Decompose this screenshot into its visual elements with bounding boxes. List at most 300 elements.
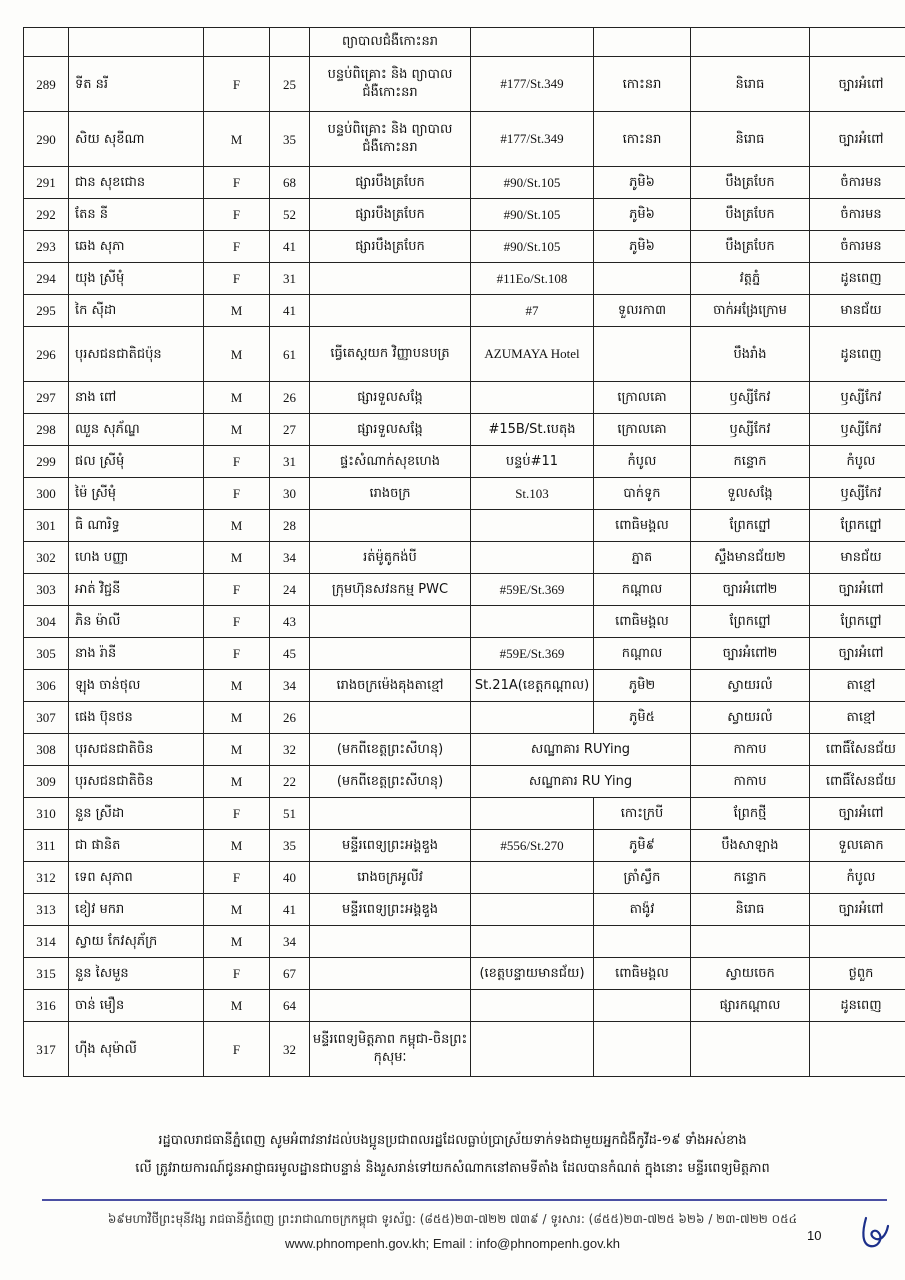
workplace-cell: បន្ទប់ពិគ្រោះ និង ព្យាបាលជំងឺកោះនរា: [310, 112, 471, 167]
name-cell: ម៉ៃ ស្រីមុំ: [69, 478, 204, 510]
address-cell: [471, 798, 594, 830]
address-cell: #11Eo/St.108: [471, 263, 594, 295]
footnote-line-1: រដ្ឋបាលរាជធានីភ្នំពេញ សូមអំពាវនាវដល់បងប្អូនប្រជាពលរដ្ឋដែលធ្លាប់ប្រាស្រ័យទាក់ទងជាមួយអ្នកជំងឺកូវីដ-១៩ ទាំងអស់ខាង: [158, 1133, 747, 1148]
name-cell: ជា ផានិត: [69, 830, 204, 862]
sex-cell: M: [204, 510, 270, 542]
sex-cell: F: [204, 862, 270, 894]
table-row: [24, 446, 905, 478]
khan-cell: ថ្ងពួក: [810, 958, 905, 990]
village-cell: ភូមិ៦: [594, 231, 691, 263]
age-cell: 32: [270, 734, 310, 766]
address-cell: #59E/St.369: [471, 574, 594, 606]
age-cell: 28: [270, 510, 310, 542]
sex-cell: F: [204, 574, 270, 606]
footer-address: ៦៩មហាវិថីព្រះមុនីវង្ស រាជធានីភ្នំពេញ ព្រះរាជាណាចក្រកម្ពុជា ទូរស័ព្ទ: (៨៥៥)២៣-៧២២ ៧៣៩ / ទូរសារ: (៨៥៥)២៣-៧២៥ ៦២៦ / ២៣-៧២២ ០៥៤: [107, 1212, 798, 1226]
table-row: [24, 510, 905, 542]
name-cell: ធិ ណារិទ្ធ: [69, 510, 204, 542]
village-cell: ក្រោលគោ: [594, 382, 691, 414]
table-row: [24, 112, 905, 167]
sangkat-cell: [691, 1022, 810, 1077]
age-cell: 24: [270, 574, 310, 606]
workplace-cell: ផ្ទះសំណាក់សុខហេង: [310, 446, 471, 478]
row-number-cell: 291: [24, 167, 69, 199]
workplace-cell: ផ្សារបឹងត្របែក: [310, 199, 471, 231]
table-row: [24, 670, 905, 702]
name-cell: អាត់ វិជ្ជនី: [69, 574, 204, 606]
name-cell: ទីត នរី: [69, 57, 204, 112]
name-cell: ភិន ម៉ាលី: [69, 606, 204, 638]
row-number-cell: 302: [24, 542, 69, 574]
workplace-cell: [310, 702, 471, 734]
workplace-cell: រោងចក្រ: [310, 478, 471, 510]
name-cell: នាង រ៉ានី: [69, 638, 204, 670]
footer-contact: www.phnompenh.gov.kh; Email : info@phnompenh.gov.kh: [284, 1236, 621, 1251]
sex-cell: M: [204, 670, 270, 702]
workplace-cell: [310, 510, 471, 542]
table-row: [24, 295, 905, 327]
address-cell: [471, 702, 594, 734]
name-cell: បុរសជនជាតិចិន: [69, 766, 204, 798]
row-number-cell: 303: [24, 574, 69, 606]
address-cell: #556/St.270: [471, 830, 594, 862]
table-row: [24, 542, 905, 574]
name-cell: ហ៊ីង សុម៉ាលី: [69, 1022, 204, 1077]
sex-cell: M: [204, 990, 270, 1022]
khan-cell: តាខ្មៅ: [810, 670, 905, 702]
sex-cell: F: [204, 958, 270, 990]
row-number-cell: 311: [24, 830, 69, 862]
row-number-cell: 316: [24, 990, 69, 1022]
sex-cell: M: [204, 382, 270, 414]
cases-table: [23, 27, 905, 1077]
village-cell: កោះនរា: [594, 57, 691, 112]
khan-cell: ចំការមន: [810, 231, 905, 263]
table-row: [24, 231, 905, 263]
khan-cell: មានជ័យ: [810, 295, 905, 327]
workplace-cell: បន្ទប់ពិគ្រោះ និង ព្យាបាលជំងឺកោះនរា: [310, 57, 471, 112]
khan-cell: កំបូល: [810, 862, 905, 894]
village-cell: ភូមិ៥: [594, 702, 691, 734]
address-cell: #15B/St.បេតុង: [471, 414, 594, 446]
table-row: [24, 167, 905, 199]
table-row: [24, 1022, 905, 1077]
sex-cell: F: [204, 478, 270, 510]
workplace-cell: (មកពីខេត្តព្រះសីហនុ): [310, 734, 471, 766]
table-row: [24, 57, 905, 112]
workplace-cell: [310, 926, 471, 958]
khan-cell: ច្បារអំពៅ: [810, 798, 905, 830]
sangkat-cell: ព្រែកព្នៅ: [691, 510, 810, 542]
age-cell: 34: [270, 542, 310, 574]
workplace-cell: រោងចក្រអូលីវ: [310, 862, 471, 894]
workplace-cell: (មកពីខេត្តព្រះសីហនុ): [310, 766, 471, 798]
address-cell: #90/St.105: [471, 167, 594, 199]
khan-cell: ដូនពេញ: [810, 327, 905, 382]
sangkat-cell: ស្វាយរលំ: [691, 702, 810, 734]
age-cell: 26: [270, 382, 310, 414]
name-cell: ផេង ប៊ុនថន: [69, 702, 204, 734]
sangkat-cell: ឫស្សីកែវ: [691, 414, 810, 446]
address-cell: [471, 990, 594, 1022]
address-cell: #90/St.105: [471, 231, 594, 263]
address-cell: [471, 894, 594, 926]
name-cell: នាង ពៅ: [69, 382, 204, 414]
row-number-cell: 295: [24, 295, 69, 327]
row-number-cell: 292: [24, 199, 69, 231]
age-cell: 45: [270, 638, 310, 670]
name-cell: ផល ស្រីមុំ: [69, 446, 204, 478]
sangkat-cell: និរោធ: [691, 112, 810, 167]
village-cell: កំបូល: [594, 446, 691, 478]
partial-workplace-cell: ព្យាបាលជំងឺកោះនរា: [310, 28, 471, 57]
sex-cell: M: [204, 295, 270, 327]
khan-cell: ព្រែកព្នៅ: [810, 510, 905, 542]
table-row: [24, 478, 905, 510]
address-cell: #90/St.105: [471, 199, 594, 231]
khan-cell: ចំការមន: [810, 167, 905, 199]
row-number-cell: 299: [24, 446, 69, 478]
khan-cell: មានជ័យ: [810, 542, 905, 574]
sex-cell: F: [204, 638, 270, 670]
age-cell: 68: [270, 167, 310, 199]
address-cell: (ខេត្តបន្ទាយមានជ័យ): [471, 958, 594, 990]
workplace-cell: ក្រុមហ៊ុនសវនកម្ម PWC: [310, 574, 471, 606]
row-number-cell: 314: [24, 926, 69, 958]
village-cell: ភូមិ៩: [594, 830, 691, 862]
sangkat-cell: ស្វាយរលំ: [691, 670, 810, 702]
village-cell: កណ្តាល: [594, 638, 691, 670]
name-cell: នួន សៃមួន: [69, 958, 204, 990]
khan-cell: កំបូល: [810, 446, 905, 478]
sangkat-cell: និរោធ: [691, 894, 810, 926]
page-number: 10: [807, 1228, 822, 1243]
handwritten-initial-mark: [856, 1212, 892, 1252]
sex-cell: M: [204, 830, 270, 862]
name-cell: ឈួន សុភ័ណ្ឌ: [69, 414, 204, 446]
age-cell: 41: [270, 894, 310, 926]
khan-cell: ច្បារអំពៅ: [810, 894, 905, 926]
workplace-cell: ផ្សារបឹងត្របែក: [310, 167, 471, 199]
workplace-cell: [310, 606, 471, 638]
village-cell: [594, 327, 691, 382]
row-number-cell: 301: [24, 510, 69, 542]
row-number-cell: 305: [24, 638, 69, 670]
sex-cell: M: [204, 894, 270, 926]
sex-cell: M: [204, 734, 270, 766]
table-row-partial: [24, 28, 905, 57]
workplace-cell: ផ្សារទួលសង្កែ: [310, 414, 471, 446]
table-row: [24, 862, 905, 894]
name-cell: កៃ ស៊ីដា: [69, 295, 204, 327]
workplace-cell: [310, 990, 471, 1022]
age-cell: 41: [270, 231, 310, 263]
village-cell: [594, 263, 691, 295]
sangkat-cell: ចាក់អង្រែក្រោម: [691, 295, 810, 327]
address-cell: [471, 542, 594, 574]
workplace-cell: មន្ទីរពេទ្យព្រះអង្គឌួង: [310, 894, 471, 926]
table-row: [24, 734, 905, 766]
table-row: [24, 638, 905, 670]
sex-cell: F: [204, 446, 270, 478]
sangkat-cell: បឹងត្របែក: [691, 199, 810, 231]
empty-cell: [69, 28, 204, 57]
workplace-cell: ផ្សារបឹងត្របែក: [310, 231, 471, 263]
row-number-cell: 293: [24, 231, 69, 263]
workplace-cell: [310, 295, 471, 327]
workplace-cell: [310, 263, 471, 295]
sangkat-cell: វត្តភ្នំ: [691, 263, 810, 295]
age-cell: 32: [270, 1022, 310, 1077]
workplace-cell: [310, 958, 471, 990]
address-cell: [471, 382, 594, 414]
address-cell: សណ្ឋាគារ RU Ying: [471, 766, 691, 798]
age-cell: 27: [270, 414, 310, 446]
sangkat-cell: [691, 926, 810, 958]
sex-cell: F: [204, 606, 270, 638]
age-cell: 51: [270, 798, 310, 830]
khan-cell: ច្បារអំពៅ: [810, 638, 905, 670]
footnote-line-2: លើ ត្រូវរាយការណ៍ជូនអាជ្ញាធរមូលដ្ឋានជាបន្ទាន់ និងរួសរាន់ទៅយកសំណាកនៅតាមទីតាំង ដែលបានកំណត់ ក្នុងនោះ មន្ទីរពេទ្យមិត្តភាព: [135, 1161, 770, 1176]
name-cell: ខៀវ មករា: [69, 894, 204, 926]
sangkat-cell: បឹងត្របែក: [691, 167, 810, 199]
sangkat-cell: ស្វាយចេក: [691, 958, 810, 990]
address-cell: [471, 926, 594, 958]
address-cell: St.21A(ខេត្តកណ្តាល): [471, 670, 594, 702]
table-row: [24, 830, 905, 862]
village-cell: តាង៉ូវ: [594, 894, 691, 926]
row-number-cell: 317: [24, 1022, 69, 1077]
village-cell: ក្រោលគោ: [594, 414, 691, 446]
row-number-cell: 290: [24, 112, 69, 167]
workplace-cell: ផ្សារទួលសង្កែ: [310, 382, 471, 414]
table-row: [24, 958, 905, 990]
table-row: [24, 199, 905, 231]
sex-cell: M: [204, 414, 270, 446]
name-cell: ចាន់ មឿន: [69, 990, 204, 1022]
row-number-cell: 308: [24, 734, 69, 766]
sangkat-cell: កន្ទោក: [691, 862, 810, 894]
sex-cell: F: [204, 57, 270, 112]
workplace-cell: [310, 638, 471, 670]
table-row: [24, 926, 905, 958]
workplace-cell: មន្ទីរពេទ្យមិត្តភាព កម្ពុជា-ចិនព្រះកុសុមៈ: [310, 1022, 471, 1077]
address-cell: [471, 862, 594, 894]
sex-cell: M: [204, 542, 270, 574]
name-cell: នួន ស្រីដា: [69, 798, 204, 830]
table-row: [24, 263, 905, 295]
village-cell: កណ្តាល: [594, 574, 691, 606]
village-cell: បាក់ទូក: [594, 478, 691, 510]
row-number-cell: 294: [24, 263, 69, 295]
row-number-cell: 298: [24, 414, 69, 446]
sex-cell: M: [204, 702, 270, 734]
empty-cell: [270, 28, 310, 57]
age-cell: 25: [270, 57, 310, 112]
row-number-cell: 315: [24, 958, 69, 990]
village-cell: ទួលរកា៣: [594, 295, 691, 327]
sangkat-cell: បឹងត្របែក: [691, 231, 810, 263]
age-cell: 41: [270, 295, 310, 327]
row-number-cell: 297: [24, 382, 69, 414]
sex-cell: M: [204, 327, 270, 382]
workplace-cell: [310, 798, 471, 830]
khan-cell: ពោធិ៍សែនជ័យ: [810, 766, 905, 798]
khan-cell: ច្បារអំពៅ: [810, 57, 905, 112]
sangkat-cell: ច្បារអំពៅ២: [691, 638, 810, 670]
khan-cell: ដូនពេញ: [810, 990, 905, 1022]
address-cell: #7: [471, 295, 594, 327]
name-cell: តែន នី: [69, 199, 204, 231]
village-cell: ពោធិមង្គល: [594, 958, 691, 990]
table-row: [24, 414, 905, 446]
sex-cell: M: [204, 926, 270, 958]
village-cell: ភូមិ៦: [594, 199, 691, 231]
khan-cell: ដូនពេញ: [810, 263, 905, 295]
address-cell: [471, 510, 594, 542]
table-row: [24, 606, 905, 638]
village-cell: ភូមិ៦: [594, 167, 691, 199]
name-cell: ឡុង ចាន់ថុល: [69, 670, 204, 702]
village-cell: ពោធិមង្គល: [594, 606, 691, 638]
sangkat-cell: កន្ទោក: [691, 446, 810, 478]
village-cell: [594, 926, 691, 958]
age-cell: 31: [270, 263, 310, 295]
khan-cell: [810, 1022, 905, 1077]
address-cell: AZUMAYA Hotel: [471, 327, 594, 382]
sex-cell: F: [204, 199, 270, 231]
age-cell: 43: [270, 606, 310, 638]
khan-cell: ឫស្សីកែវ: [810, 478, 905, 510]
village-cell: កោះនរា: [594, 112, 691, 167]
address-cell: #59E/St.369: [471, 638, 594, 670]
row-number-cell: 296: [24, 327, 69, 382]
table-row: [24, 798, 905, 830]
sex-cell: F: [204, 263, 270, 295]
name-cell: ហេង បញ្ញា: [69, 542, 204, 574]
village-cell: ភូមិ២: [594, 670, 691, 702]
sangkat-cell: ស្ទឹងមានជ័យ២: [691, 542, 810, 574]
sangkat-cell: និរោធ: [691, 57, 810, 112]
row-number-cell: 304: [24, 606, 69, 638]
khan-cell: [810, 926, 905, 958]
name-cell: សិយ សុខីណា: [69, 112, 204, 167]
sangkat-cell: ឫស្សីកែវ: [691, 382, 810, 414]
table-row: [24, 766, 905, 798]
name-cell: បុរសជនជាតិចិន: [69, 734, 204, 766]
row-number-cell: 289: [24, 57, 69, 112]
table-row: [24, 327, 905, 382]
village-cell: ភ្នាត: [594, 542, 691, 574]
khan-cell: ឫស្សីកែវ: [810, 382, 905, 414]
sangkat-cell: បឹងសាឡាង: [691, 830, 810, 862]
name-cell: ឆេង សុភា: [69, 231, 204, 263]
empty-cell: [691, 28, 810, 57]
row-number-cell: 310: [24, 798, 69, 830]
table-row: [24, 894, 905, 926]
row-number-cell: 313: [24, 894, 69, 926]
sex-cell: F: [204, 231, 270, 263]
table-row: [24, 382, 905, 414]
row-number-cell: 309: [24, 766, 69, 798]
sangkat-cell: កាកាប: [691, 734, 810, 766]
row-number-cell: 306: [24, 670, 69, 702]
sangkat-cell: ព្រែកព្នៅ: [691, 606, 810, 638]
age-cell: 64: [270, 990, 310, 1022]
sex-cell: M: [204, 112, 270, 167]
empty-cell: [471, 28, 594, 57]
village-cell: [594, 1022, 691, 1077]
table-row: [24, 574, 905, 606]
footer-divider: [42, 1199, 887, 1201]
sangkat-cell: ព្រែកថ្មី: [691, 798, 810, 830]
table-row: [24, 702, 905, 734]
age-cell: 61: [270, 327, 310, 382]
empty-cell: [204, 28, 270, 57]
sex-cell: F: [204, 167, 270, 199]
sangkat-cell: បឹងរាំង: [691, 327, 810, 382]
age-cell: 35: [270, 830, 310, 862]
empty-cell: [24, 28, 69, 57]
age-cell: 26: [270, 702, 310, 734]
row-number-cell: 312: [24, 862, 69, 894]
name-cell: យុង ស្រីមុំ: [69, 263, 204, 295]
workplace-cell: រត់ម៉ូតូកង់បី: [310, 542, 471, 574]
sex-cell: F: [204, 1022, 270, 1077]
village-cell: ពោធិមង្គល: [594, 510, 691, 542]
address-cell: St.103: [471, 478, 594, 510]
age-cell: 40: [270, 862, 310, 894]
khan-cell: ច្បារអំពៅ: [810, 112, 905, 167]
village-cell: កោះក្របី: [594, 798, 691, 830]
empty-cell: [810, 28, 905, 57]
sex-cell: M: [204, 766, 270, 798]
khan-cell: ចំការមន: [810, 199, 905, 231]
sangkat-cell: ទួលសង្កែ: [691, 478, 810, 510]
village-cell: [594, 990, 691, 1022]
address-cell: បន្ទប់#11: [471, 446, 594, 478]
age-cell: 30: [270, 478, 310, 510]
workplace-cell: ធ្វើតេស្តយក វិញ្ញាបនបត្រ: [310, 327, 471, 382]
khan-cell: ទួលគោក: [810, 830, 905, 862]
sex-cell: F: [204, 798, 270, 830]
row-number-cell: 307: [24, 702, 69, 734]
address-cell: #177/St.349: [471, 112, 594, 167]
khan-cell: ពោធិ៍សែនជ័យ: [810, 734, 905, 766]
age-cell: 22: [270, 766, 310, 798]
age-cell: 34: [270, 670, 310, 702]
khan-cell: ច្បារអំពៅ: [810, 574, 905, 606]
village-cell: ត្រាំស្វឹក: [594, 862, 691, 894]
address-cell: [471, 606, 594, 638]
sangkat-cell: កាកាប: [691, 766, 810, 798]
name-cell: ស្វាយ កែវសុភ័ក្រ: [69, 926, 204, 958]
address-cell: [471, 1022, 594, 1077]
empty-cell: [594, 28, 691, 57]
age-cell: 67: [270, 958, 310, 990]
khan-cell: ព្រែកព្នៅ: [810, 606, 905, 638]
sangkat-cell: ច្បារអំពៅ២: [691, 574, 810, 606]
age-cell: 35: [270, 112, 310, 167]
row-number-cell: 300: [24, 478, 69, 510]
khan-cell: តាខ្មៅ: [810, 702, 905, 734]
name-cell: ជាន សុខជោន: [69, 167, 204, 199]
name-cell: ទេព សុភាព: [69, 862, 204, 894]
workplace-cell: រោងចក្រម៉េងគុងតាខ្មៅ: [310, 670, 471, 702]
table-row: [24, 990, 905, 1022]
khan-cell: ឫស្សីកែវ: [810, 414, 905, 446]
age-cell: 31: [270, 446, 310, 478]
address-cell: សណ្ឋាគារ RUYing: [471, 734, 691, 766]
